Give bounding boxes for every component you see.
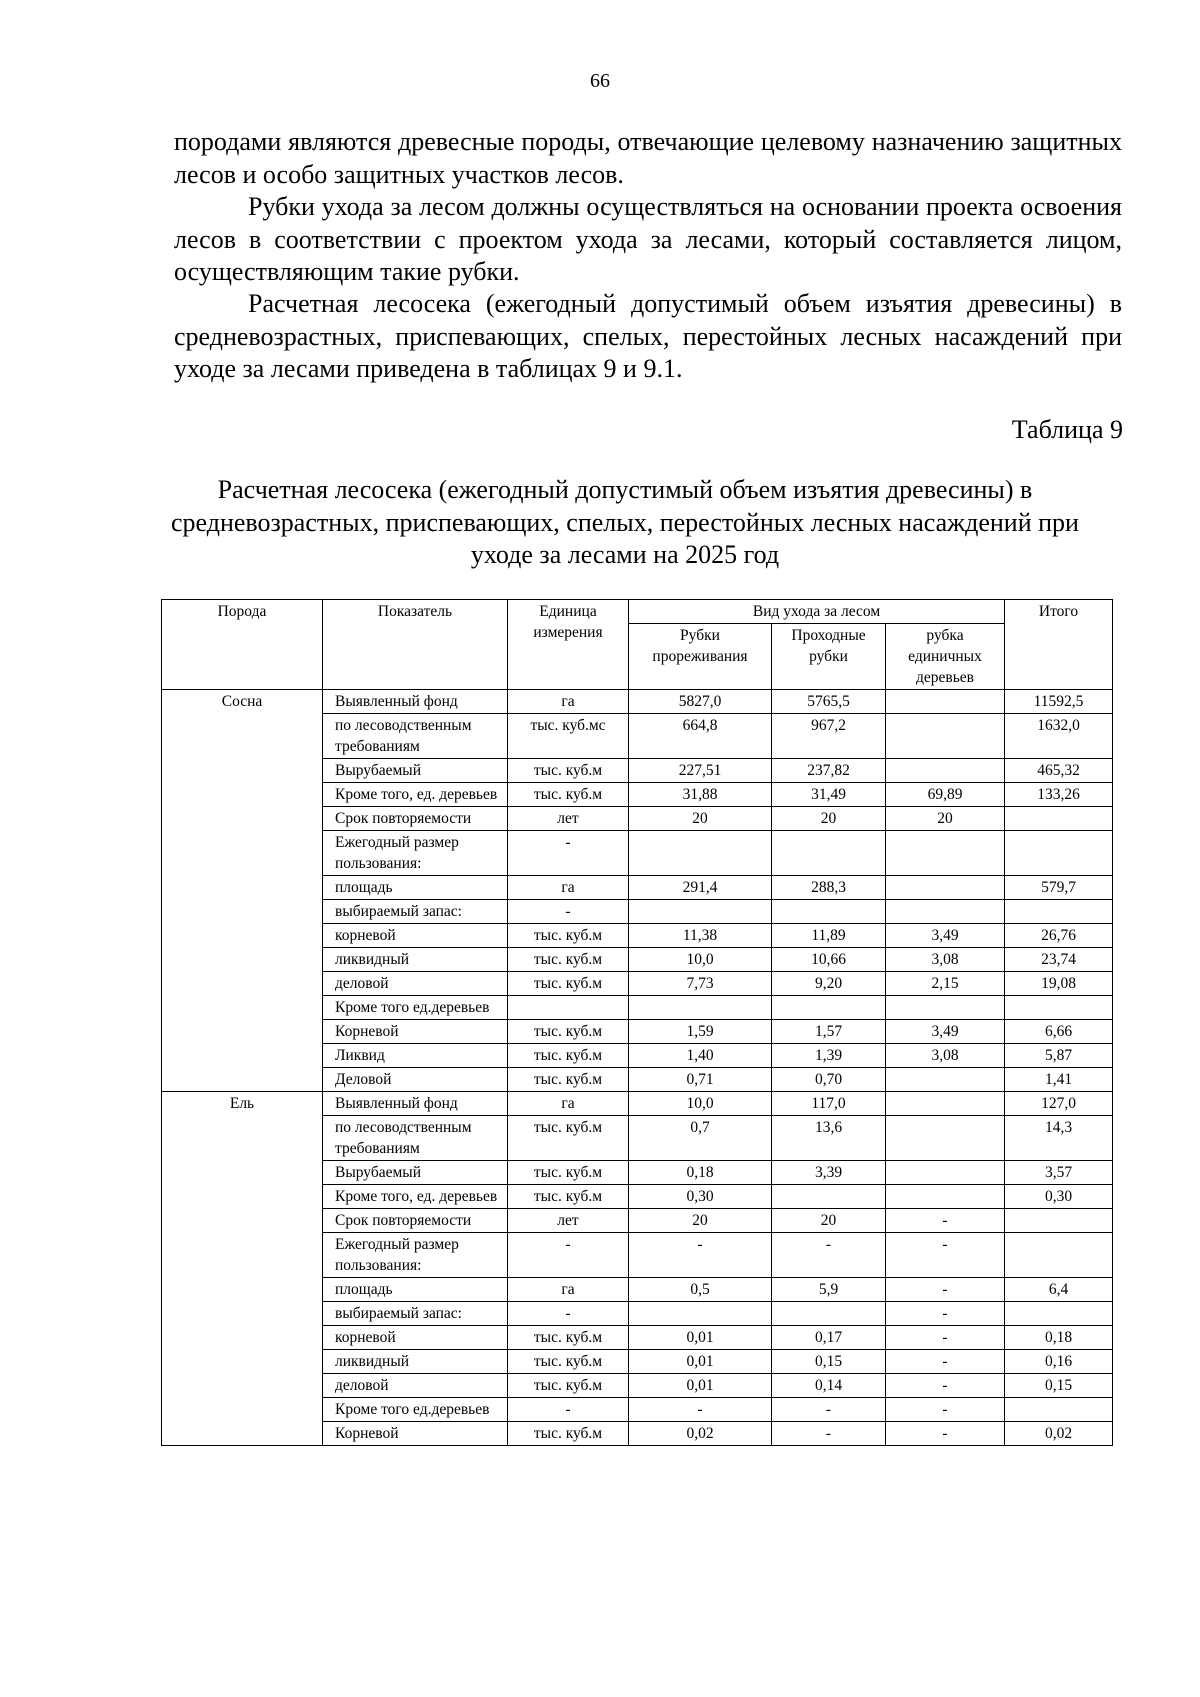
thinning-cell: 0,02 <box>629 1422 772 1446</box>
unit-cell: тыс. куб.м <box>508 1161 629 1185</box>
single-trees-cell <box>886 1068 1005 1092</box>
passage-cell <box>772 900 886 924</box>
thinning-cell: 0,71 <box>629 1068 772 1092</box>
total-cell: 0,16 <box>1005 1350 1113 1374</box>
thinning-cell: 1,40 <box>629 1044 772 1068</box>
single-trees-cell: 3,08 <box>886 948 1005 972</box>
single-trees-cell <box>886 690 1005 714</box>
indicator-cell: Ежегодный размер пользования: <box>323 831 508 876</box>
paragraph-3-text: Расчетная лесосека (ежегодный допустимый объем изъятия древесины) в средневозрастных, приспевающих, спелых, перестойных лесных насаждений при уходе за лесами приведена в таблицах 9 и 9.1. <box>174 289 1122 383</box>
paragraph-2 <box>174 191 1122 289</box>
header-indicator: Показатель <box>323 600 508 690</box>
total-cell: 14,3 <box>1005 1116 1113 1161</box>
single-trees-cell <box>886 1116 1005 1161</box>
indicator-cell: Вырубаемый <box>323 759 508 783</box>
single-trees-cell: - <box>886 1302 1005 1326</box>
passage-cell: 0,15 <box>772 1350 886 1374</box>
passage-cell: 11,89 <box>772 924 886 948</box>
unit-cell: - <box>508 900 629 924</box>
indicator-cell: выбираемый запас: <box>323 1302 508 1326</box>
single-trees-cell <box>886 876 1005 900</box>
passage-cell <box>772 831 886 876</box>
single-trees-cell <box>886 1185 1005 1209</box>
total-cell <box>1005 996 1113 1020</box>
indicator-cell: деловой <box>323 1374 508 1398</box>
unit-cell: га <box>508 876 629 900</box>
passage-cell <box>772 1302 886 1326</box>
passage-cell: 1,57 <box>772 1020 886 1044</box>
passage-cell: 3,39 <box>772 1161 886 1185</box>
unit-cell: га <box>508 690 629 714</box>
single-trees-cell <box>886 996 1005 1020</box>
indicator-cell: корневой <box>323 924 508 948</box>
table-body <box>162 690 1113 1446</box>
total-cell: 26,76 <box>1005 924 1113 948</box>
species-cell: Сосна <box>162 690 323 1092</box>
total-cell <box>1005 807 1113 831</box>
indicator-cell: Выявленный фонд <box>323 1092 508 1116</box>
unit-cell: тыс. куб.м <box>508 783 629 807</box>
indicator-cell: Ликвид <box>323 1044 508 1068</box>
paragraph-1 <box>174 126 1122 191</box>
unit-cell: лет <box>508 807 629 831</box>
unit-cell <box>508 996 629 1020</box>
single-trees-cell <box>886 759 1005 783</box>
passage-cell: 9,20 <box>772 972 886 996</box>
thinning-cell: 10,0 <box>629 948 772 972</box>
thinning-cell: 0,30 <box>629 1185 772 1209</box>
unit-cell: тыс. куб.м <box>508 1068 629 1092</box>
passage-cell: 117,0 <box>772 1092 886 1116</box>
passage-cell: 0,17 <box>772 1326 886 1350</box>
indicator-cell: Деловой <box>323 1068 508 1092</box>
header-total: Итого <box>1005 600 1113 690</box>
indicator-cell: по лесоводственным требованиям <box>323 714 508 759</box>
species-cell: Ель <box>162 1092 323 1446</box>
unit-cell: тыс. куб.м <box>508 1185 629 1209</box>
unit-cell: - <box>508 1302 629 1326</box>
unit-cell: тыс. куб.м <box>508 1044 629 1068</box>
single-trees-cell: - <box>886 1278 1005 1302</box>
thinning-cell: 0,01 <box>629 1326 772 1350</box>
single-trees-cell <box>886 900 1005 924</box>
single-trees-cell: 69,89 <box>886 783 1005 807</box>
total-cell: 6,4 <box>1005 1278 1113 1302</box>
indicator-cell: Вырубаемый <box>323 1161 508 1185</box>
passage-cell: 0,14 <box>772 1374 886 1398</box>
passage-cell: - <box>772 1422 886 1446</box>
unit-cell: тыс. куб.м <box>508 1116 629 1161</box>
passage-cell: 0,70 <box>772 1068 886 1092</box>
unit-cell: га <box>508 1278 629 1302</box>
thinning-cell: 227,51 <box>629 759 772 783</box>
single-trees-cell: - <box>886 1422 1005 1446</box>
thinning-cell: 11,38 <box>629 924 772 948</box>
total-cell: 0,02 <box>1005 1422 1113 1446</box>
thinning-cell <box>629 900 772 924</box>
thinning-cell: 291,4 <box>629 876 772 900</box>
passage-cell: 20 <box>772 1209 886 1233</box>
paragraph-2-text: Рубки ухода за лесом должны осуществляться на основании проекта освоения лесов в соответствии с проектом ухода за лесами, который составляется лицом, осуществляющим такие рубки. <box>174 192 1122 286</box>
header-care-type: Вид ухода за лесом <box>629 600 1005 624</box>
passage-cell: 1,39 <box>772 1044 886 1068</box>
thinning-cell: 664,8 <box>629 714 772 759</box>
unit-cell: тыс. куб.м <box>508 1422 629 1446</box>
indicator-cell: ликвидный <box>323 1350 508 1374</box>
indicator-cell: выбираемый запас: <box>323 900 508 924</box>
thinning-cell: - <box>629 1233 772 1278</box>
total-cell <box>1005 1209 1113 1233</box>
indicator-cell: Корневой <box>323 1020 508 1044</box>
total-cell: 11592,5 <box>1005 690 1113 714</box>
total-cell: 6,66 <box>1005 1020 1113 1044</box>
passage-cell: 237,82 <box>772 759 886 783</box>
passage-cell <box>772 996 886 1020</box>
thinning-cell: 0,5 <box>629 1278 772 1302</box>
single-trees-cell: 3,08 <box>886 1044 1005 1068</box>
unit-cell: - <box>508 831 629 876</box>
thinning-cell: - <box>629 1398 772 1422</box>
total-cell: 0,30 <box>1005 1185 1113 1209</box>
unit-cell: тыс. куб.м <box>508 759 629 783</box>
unit-cell: лет <box>508 1209 629 1233</box>
total-cell <box>1005 1233 1113 1278</box>
total-cell: 19,08 <box>1005 972 1113 996</box>
single-trees-cell: - <box>886 1398 1005 1422</box>
single-trees-cell: - <box>886 1374 1005 1398</box>
thinning-cell: 0,01 <box>629 1350 772 1374</box>
single-trees-cell: 3,49 <box>886 924 1005 948</box>
single-trees-cell <box>886 1161 1005 1185</box>
thinning-cell: 0,18 <box>629 1161 772 1185</box>
thinning-cell: 20 <box>629 1209 772 1233</box>
passage-cell: 967,2 <box>772 714 886 759</box>
unit-cell: - <box>508 1398 629 1422</box>
unit-cell: тыс. куб.м <box>508 924 629 948</box>
unit-cell: тыс. куб.м <box>508 1326 629 1350</box>
header-unit: Единица измерения <box>508 600 629 690</box>
total-cell <box>1005 1398 1113 1422</box>
total-cell <box>1005 1302 1113 1326</box>
total-cell: 0,18 <box>1005 1326 1113 1350</box>
indicator-cell: Срок повторяемости <box>323 807 508 831</box>
total-cell: 465,32 <box>1005 759 1113 783</box>
unit-cell: тыс. куб.м <box>508 948 629 972</box>
single-trees-cell: 3,49 <box>886 1020 1005 1044</box>
thinning-cell: 5827,0 <box>629 690 772 714</box>
single-trees-cell <box>886 1092 1005 1116</box>
passage-cell: 20 <box>772 807 886 831</box>
indicator-cell: деловой <box>323 972 508 996</box>
passage-cell <box>772 1185 886 1209</box>
header-species: Порода <box>162 600 323 690</box>
table-row <box>162 1092 1113 1116</box>
total-cell: 0,15 <box>1005 1374 1113 1398</box>
indicator-cell: Ежегодный размер пользования: <box>323 1233 508 1278</box>
passage-cell: - <box>772 1233 886 1278</box>
unit-cell: тыс. куб.м <box>508 1374 629 1398</box>
table-header <box>162 600 1113 690</box>
table-row <box>162 690 1113 714</box>
thinning-cell: 31,88 <box>629 783 772 807</box>
total-cell: 127,0 <box>1005 1092 1113 1116</box>
paragraph-1-text: породами являются древесные породы, отвечающие целевому назначению защитных лесов и особо защитных участков лесов. <box>174 127 1122 189</box>
single-trees-cell: - <box>886 1350 1005 1374</box>
header-single-trees: рубка единичных деревьев <box>886 624 1005 690</box>
unit-cell: тыс. куб.м <box>508 1350 629 1374</box>
table-label: Таблица 9 <box>1011 415 1123 444</box>
indicator-cell: Кроме того, ед. деревьев <box>323 783 508 807</box>
single-trees-cell: - <box>886 1326 1005 1350</box>
unit-cell: га <box>508 1092 629 1116</box>
thinning-cell: 10,0 <box>629 1092 772 1116</box>
total-cell: 5,87 <box>1005 1044 1113 1068</box>
passage-cell: 5765,5 <box>772 690 886 714</box>
unit-cell: тыс. куб.м <box>508 1020 629 1044</box>
header-passage: Проходные рубки <box>772 624 886 690</box>
single-trees-cell <box>886 831 1005 876</box>
indicator-cell: Кроме того, ед. деревьев <box>323 1185 508 1209</box>
passage-cell: 5,9 <box>772 1278 886 1302</box>
indicator-cell: Срок повторяемости <box>323 1209 508 1233</box>
indicator-cell: по лесоводственным требованиям <box>323 1116 508 1161</box>
indicator-cell: Кроме того ед.деревьев <box>323 996 508 1020</box>
indicator-cell: площадь <box>323 1278 508 1302</box>
indicator-cell: Выявленный фонд <box>323 690 508 714</box>
single-trees-cell: 2,15 <box>886 972 1005 996</box>
total-cell: 579,7 <box>1005 876 1113 900</box>
table-title: Расчетная лесосека (ежегодный допустимый объем изъятия древесины) в средневозрастных, приспевающих, спелых, перестойных лесных насаждений при уходе за лесами на 2025 год <box>171 475 1079 569</box>
passage-cell: 10,66 <box>772 948 886 972</box>
thinning-cell: 0,01 <box>629 1374 772 1398</box>
single-trees-cell <box>886 714 1005 759</box>
total-cell: 23,74 <box>1005 948 1113 972</box>
passage-cell: - <box>772 1398 886 1422</box>
indicator-cell: площадь <box>323 876 508 900</box>
passage-cell: 31,49 <box>772 783 886 807</box>
thinning-cell <box>629 831 772 876</box>
total-cell: 1632,0 <box>1005 714 1113 759</box>
single-trees-cell: - <box>886 1209 1005 1233</box>
harvest-table <box>161 599 1113 1446</box>
thinning-cell <box>629 996 772 1020</box>
thinning-cell <box>629 1302 772 1326</box>
thinning-cell: 20 <box>629 807 772 831</box>
single-trees-cell: - <box>886 1233 1005 1278</box>
thinning-cell: 7,73 <box>629 972 772 996</box>
unit-cell: тыс. куб.мс <box>508 714 629 759</box>
total-cell <box>1005 831 1113 876</box>
indicator-cell: корневой <box>323 1326 508 1350</box>
passage-cell: 288,3 <box>772 876 886 900</box>
total-cell: 3,57 <box>1005 1161 1113 1185</box>
page-number: 66 <box>590 70 610 92</box>
total-cell: 1,41 <box>1005 1068 1113 1092</box>
indicator-cell: ликвидный <box>323 948 508 972</box>
passage-cell: 13,6 <box>772 1116 886 1161</box>
thinning-cell: 1,59 <box>629 1020 772 1044</box>
indicator-cell: Корневой <box>323 1422 508 1446</box>
single-trees-cell: 20 <box>886 807 1005 831</box>
total-cell: 133,26 <box>1005 783 1113 807</box>
header-thinning: Рубки прореживания <box>629 624 772 690</box>
thinning-cell: 0,7 <box>629 1116 772 1161</box>
indicator-cell: Кроме того ед.деревьев <box>323 1398 508 1422</box>
unit-cell: - <box>508 1233 629 1278</box>
unit-cell: тыс. куб.м <box>508 972 629 996</box>
total-cell <box>1005 900 1113 924</box>
paragraph-3 <box>174 288 1122 386</box>
